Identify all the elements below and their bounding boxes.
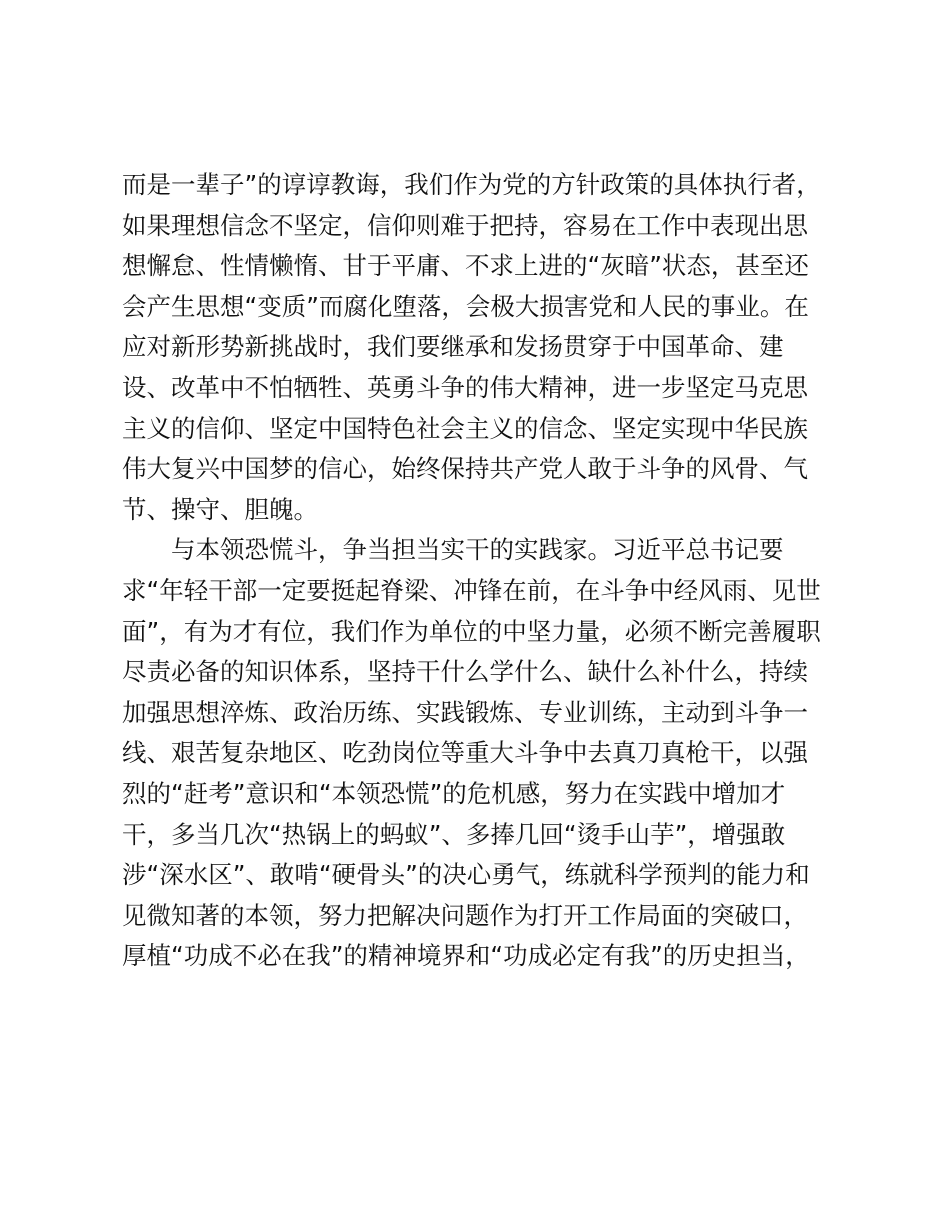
text-line: 干，多当几次“热锅上的蚂蚁”、多捧几回“烫手山芋”，增强敢	[122, 819, 786, 849]
paragraph-start-line: 与本领恐慌斗，争当担当实干的实践家。习近平总书记要	[122, 535, 784, 565]
text-line: 尽责必备的知识体系，坚持干什么学什么、缺什么补什么，持续	[122, 657, 808, 687]
text-line: 会产生思想“变质”而腐化堕落，会极大损害党和人民的事业。在	[122, 291, 809, 321]
text-line: 涉“深水区”、敢啃“硬骨头”的决心勇气，练就科学预判的能力和	[122, 860, 810, 890]
text-line: 节、操守、胆魄。	[122, 494, 318, 524]
text-line: 加强思想淬炼、政治历练、实践锻炼、专业训练，主动到斗争一	[122, 697, 808, 727]
text-line: 求“年轻干部一定要挺起脊梁、冲锋在前，在斗争中经风雨、见世	[122, 575, 821, 605]
text-line: 主义的信仰、坚定中国特色社会主义的信念、坚定实现中华民族	[122, 413, 808, 443]
text-line: 应对新形势新挑战时，我们要继承和发扬贯穿于中国革命、建	[122, 332, 784, 362]
text-line: 设、改革中不怕牺牲、英勇斗争的伟大精神，进一步坚定马克思	[122, 372, 808, 402]
text-line: 线、艰苦复杂地区、吃劲岗位等重大斗争中去真刀真枪干，以强	[122, 738, 808, 768]
body-text	[122, 165, 842, 977]
text-line: 厚植“功成不必在我”的精神境界和“功成必定有我”的历史担当，	[122, 941, 810, 971]
text-line: 伟大复兴中国梦的信心，始终保持共产党人敢于斗争的风骨、气	[122, 454, 808, 484]
text-line: 面”，有为才有位，我们作为单位的中坚力量，必须不断完善履职	[122, 616, 821, 646]
text-line: 想懈怠、性情懒惰、甘于平庸、不求上进的“灰暗”状态，甚至还	[122, 251, 809, 281]
text-line: 见微知著的本领，努力把解决问题作为打开工作局面的突破口，	[122, 900, 808, 930]
text-line: 烈的“赶考”意识和“本领恐慌”的危机感，努力在实践中增加才	[122, 778, 786, 808]
text-line: 如果理想信念不坚定，信仰则难于把持，容易在工作中表现出思	[122, 210, 808, 240]
text-line: 而是一辈子”的谆谆教诲，我们作为党的方针政策的具体执行者，	[122, 170, 821, 199]
